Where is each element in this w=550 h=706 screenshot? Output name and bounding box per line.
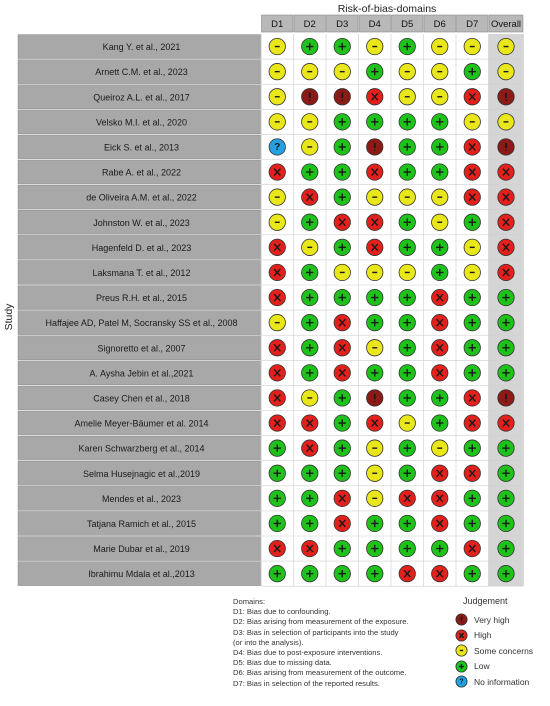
judgement-mark-d7 — [464, 239, 480, 255]
study-label: Haffajee AD, Patel M, Socransky SS et al., 2008 — [45, 318, 238, 329]
judgement-mark-d1 — [269, 38, 285, 54]
judgement-legend-title: Judgement — [463, 596, 508, 606]
judgement-mark-d4 — [367, 340, 383, 356]
judgement-mark-d1 — [269, 264, 285, 280]
judgement-mark-d2 — [302, 139, 318, 155]
study-label: Ibrahimu Mdala et al.,2013 — [88, 569, 195, 580]
judgement-mark-d7 — [464, 38, 480, 54]
judgement-mark-overall — [498, 465, 514, 481]
judgement-mark-overall — [498, 63, 514, 79]
judgement-legend — [455, 596, 550, 690]
judgement-mark-d4 — [367, 164, 383, 180]
judgement-mark-d1 — [269, 465, 285, 481]
judgement-mark-d6 — [432, 289, 448, 305]
study-label: Mendes et al., 2023 — [101, 493, 182, 504]
judgement-mark-d2 — [302, 89, 318, 105]
judgement-mark-overall — [498, 314, 514, 330]
legend-label: Some concerns — [474, 645, 534, 656]
judgement-mark-overall — [498, 390, 514, 406]
judgement-mark-d2 — [302, 540, 318, 556]
judgement-mark-d1 — [269, 63, 285, 79]
judgement-mark-d5 — [399, 214, 415, 230]
study-label: Hagenfeld D. et al., 2023 — [91, 242, 192, 253]
judgement-mark-d1 — [269, 239, 285, 255]
judgement-mark-d6 — [432, 415, 448, 431]
judgement-mark-d7 — [464, 415, 480, 431]
judgement-mark-d3 — [334, 540, 350, 556]
judgement-mark-d6 — [432, 540, 448, 556]
judgement-mark-d4 — [367, 565, 383, 581]
judgement-mark-d3 — [334, 515, 350, 531]
judgement-mark-d5 — [399, 63, 415, 79]
judgement-mark-overall — [498, 89, 514, 105]
judgement-mark-d7 — [464, 264, 480, 280]
judgement-mark-d5 — [399, 314, 415, 330]
judgement-mark-d4 — [367, 239, 383, 255]
study-label: Casey Chen et al., 2018 — [93, 393, 190, 404]
judgement-mark-d1 — [269, 164, 285, 180]
judgement-mark-d2 — [302, 490, 318, 506]
column-header-d3: D3 — [336, 19, 349, 30]
chart-title: Risk-of-bias-domains — [337, 3, 437, 15]
judgement-mark-d1 — [269, 114, 285, 130]
judgement-mark-d2 — [302, 565, 318, 581]
judgement-mark-d4 — [367, 540, 383, 556]
study-label: Preus R.H. et al., 2015 — [95, 293, 188, 304]
y-axis-label: Study — [3, 303, 15, 331]
legend-label: No information — [474, 676, 530, 687]
judgement-mark-overall — [498, 38, 514, 54]
judgement-mark-d1 — [269, 540, 285, 556]
judgement-mark-d2 — [302, 390, 318, 406]
domains-legend — [233, 597, 448, 689]
judgement-mark-overall — [498, 214, 514, 230]
judgement-mark-d1 — [269, 289, 285, 305]
study-label: Signoretto et al., 2007 — [97, 343, 186, 354]
judgement-mark-d4 — [367, 214, 383, 230]
judgement-mark-overall — [498, 139, 514, 155]
judgement-mark-d1 — [269, 214, 285, 230]
study-label: Amelie Meyer-Bäumer et al. 2014 — [74, 418, 209, 429]
judgement-mark-d1 — [269, 390, 285, 406]
study-label: A. Aysha Jebin et al.,2021 — [89, 368, 194, 379]
study-label: Rabe A. et al., 2022 — [101, 167, 182, 178]
study-label: Karen Schwarzberg et al., 2014 — [78, 443, 205, 454]
judgement-mark-overall — [498, 365, 514, 381]
judgement-mark-d6 — [432, 390, 448, 406]
no-information-icon — [455, 675, 468, 688]
column-header-d1: D1 — [271, 19, 284, 30]
judgement-mark-d6 — [432, 565, 448, 581]
judgement-mark-d6 — [432, 465, 448, 481]
judgement-mark-d7 — [464, 440, 480, 456]
judgement-mark-d6 — [432, 440, 448, 456]
judgement-mark-d3 — [334, 139, 350, 155]
legend-label: Very high — [474, 614, 510, 625]
domain-d6-description: D6: Bias arising from measurement of the outcome. — [233, 668, 407, 678]
judgement-mark-d4 — [367, 289, 383, 305]
judgement-mark-overall — [498, 515, 514, 531]
judgement-mark-d1 — [269, 189, 285, 205]
judgement-mark-overall — [498, 565, 514, 581]
judgement-mark-d6 — [432, 515, 448, 531]
judgement-mark-overall — [498, 239, 514, 255]
judgement-mark-d3 — [334, 63, 350, 79]
some-concerns-icon — [455, 644, 468, 657]
judgement-mark-d6 — [432, 490, 448, 506]
judgement-mark-d2 — [302, 440, 318, 456]
judgement-mark-d4 — [367, 465, 383, 481]
column-header-overall: Overall — [490, 19, 522, 30]
legend-item-very-high — [455, 612, 550, 628]
judgement-mark-overall — [498, 340, 514, 356]
judgement-mark-d1 — [269, 515, 285, 531]
judgement-mark-d2 — [302, 239, 318, 255]
judgement-mark-d6 — [432, 365, 448, 381]
judgement-mark-overall — [498, 440, 514, 456]
judgement-mark-d6 — [432, 63, 448, 79]
domains-title: Domains: — [233, 597, 266, 606]
study-label: Tatjana Ramich et al., 2015 — [86, 518, 197, 529]
judgement-mark-d4 — [367, 415, 383, 431]
judgement-mark-d3 — [334, 114, 350, 130]
judgement-mark-d4 — [367, 189, 383, 205]
judgement-mark-d7 — [464, 565, 480, 581]
judgement-mark-d5 — [399, 239, 415, 255]
judgement-mark-d6 — [432, 38, 448, 54]
judgement-mark-d1 — [269, 340, 285, 356]
svg-text:?: ? — [274, 142, 281, 154]
judgement-mark-d7 — [464, 340, 480, 356]
judgement-mark-d5 — [399, 340, 415, 356]
judgement-mark-d2 — [302, 314, 318, 330]
judgement-mark-d1 — [269, 415, 285, 431]
low-icon — [455, 660, 468, 673]
judgement-mark-d2 — [302, 365, 318, 381]
judgement-mark-d2 — [302, 515, 318, 531]
legend-label: High — [474, 630, 492, 641]
judgement-mark-d2 — [302, 38, 318, 54]
judgement-mark-d7 — [464, 314, 480, 330]
judgement-mark-d5 — [399, 365, 415, 381]
judgement-mark-d3 — [334, 214, 350, 230]
judgement-mark-d3 — [334, 239, 350, 255]
column-header-d5: D5 — [401, 19, 414, 30]
judgement-mark-d2 — [302, 63, 318, 79]
domain-d4-description: D4: Bias due to post-exposure interventions. — [233, 648, 383, 658]
judgement-mark-d3 — [334, 465, 350, 481]
study-label: Arnett C.M. et al., 2023 — [95, 67, 188, 78]
legend-item-some-concerns — [455, 643, 550, 659]
judgement-mark-d3 — [334, 164, 350, 180]
column-header-d6: D6 — [433, 19, 446, 30]
judgement-mark-d5 — [399, 490, 415, 506]
judgement-mark-d3 — [334, 189, 350, 205]
study-label: Laksmana T. et al., 2012 — [92, 267, 191, 278]
judgement-mark-d7 — [464, 189, 480, 205]
judgement-mark-d7 — [464, 164, 480, 180]
judgement-mark-d5 — [399, 565, 415, 581]
judgement-mark-d2 — [302, 164, 318, 180]
judgement-mark-d3 — [334, 314, 350, 330]
judgement-mark-d6 — [432, 314, 448, 330]
judgement-mark-d3 — [334, 289, 350, 305]
study-label: Johnston W. et al., 2023 — [93, 217, 190, 228]
judgement-mark-d4 — [367, 89, 383, 105]
judgement-mark-d4 — [367, 139, 383, 155]
judgement-mark-d7 — [464, 365, 480, 381]
judgement-mark-d4 — [367, 365, 383, 381]
domain-d1-description: D1: Bias due to confounding. — [233, 607, 331, 617]
judgement-mark-d2 — [302, 189, 318, 205]
judgement-mark-d2 — [302, 214, 318, 230]
study-label: Marie Dubar et al., 2019 — [93, 544, 190, 555]
judgement-mark-d5 — [399, 515, 415, 531]
judgement-mark-d1 — [269, 314, 285, 330]
judgement-mark-overall — [498, 540, 514, 556]
legend-item-no-information — [455, 674, 550, 690]
judgement-mark-d7 — [464, 465, 480, 481]
judgement-mark-overall — [498, 164, 514, 180]
judgement-mark-d2 — [302, 340, 318, 356]
domain-d3-description-cont: (or into the analysis). — [233, 637, 304, 647]
judgement-mark-d7 — [464, 540, 480, 556]
judgement-mark-d5 — [399, 390, 415, 406]
judgement-mark-overall — [498, 189, 514, 205]
judgement-mark-d6 — [432, 189, 448, 205]
judgement-mark-d2 — [302, 415, 318, 431]
judgement-mark-d3 — [334, 89, 350, 105]
domain-d7-description: D7: Bias in selection of the reported results. — [233, 678, 380, 688]
judgement-mark-d4 — [367, 490, 383, 506]
judgement-mark-d5 — [399, 440, 415, 456]
domain-d2-description: D2: Bias arising from measurement of the exposure. — [233, 617, 409, 627]
judgement-mark-d2 — [302, 465, 318, 481]
judgement-mark-d6 — [432, 89, 448, 105]
judgement-mark-d7 — [464, 490, 480, 506]
column-header-d2: D2 — [303, 19, 316, 30]
judgement-mark-d7 — [464, 63, 480, 79]
judgement-mark-d7 — [464, 289, 480, 305]
judgement-mark-d3 — [334, 490, 350, 506]
judgement-mark-d3 — [334, 565, 350, 581]
judgement-mark-d1 — [269, 440, 285, 456]
study-label: Kang Y. et al., 2021 — [102, 42, 181, 53]
judgement-mark-d7 — [464, 114, 480, 130]
study-label: Queiroz A.L. et al., 2017 — [93, 92, 190, 103]
judgement-mark-d3 — [334, 340, 350, 356]
judgement-mark-d2 — [302, 264, 318, 280]
study-label: de Oliveira A.M. et al., 2022 — [86, 192, 197, 203]
judgement-mark-d1 — [269, 565, 285, 581]
judgement-mark-d4 — [367, 440, 383, 456]
judgement-mark-d5 — [399, 289, 415, 305]
svg-text:?: ? — [459, 678, 464, 686]
judgement-mark-d4 — [367, 515, 383, 531]
very-high-icon — [455, 613, 468, 626]
judgement-mark-d6 — [432, 214, 448, 230]
column-header-d4: D4 — [368, 19, 381, 30]
judgement-mark-d7 — [464, 139, 480, 155]
column-header-d7: D7 — [466, 19, 479, 30]
judgement-mark-d3 — [334, 440, 350, 456]
judgement-mark-d6 — [432, 164, 448, 180]
judgement-mark-d2 — [302, 289, 318, 305]
judgement-mark-d7 — [464, 214, 480, 230]
judgement-mark-d1 — [269, 89, 285, 105]
domain-d3-description: D3: Bias in selection of participants into the study — [233, 627, 399, 637]
judgement-mark-overall — [498, 114, 514, 130]
judgement-mark-d6 — [432, 239, 448, 255]
high-icon — [455, 629, 468, 642]
judgement-mark-d4 — [367, 63, 383, 79]
judgement-mark-d3 — [334, 390, 350, 406]
judgement-mark-d5 — [399, 38, 415, 54]
domain-d5-description: D5: Bias due to missing data. — [233, 658, 332, 668]
judgement-mark-d6 — [432, 264, 448, 280]
judgement-mark-d3 — [334, 415, 350, 431]
judgement-mark-d4 — [367, 314, 383, 330]
judgement-mark-d7 — [464, 89, 480, 105]
judgement-mark-d5 — [399, 415, 415, 431]
judgement-mark-d6 — [432, 340, 448, 356]
judgement-mark-overall — [498, 264, 514, 280]
judgement-mark-d3 — [334, 365, 350, 381]
study-label: Velsko M.I. et al., 2020 — [95, 117, 188, 128]
judgement-mark-overall — [498, 490, 514, 506]
judgement-mark-d3 — [334, 38, 350, 54]
legend-label: Low — [474, 661, 490, 672]
judgement-mark-d5 — [399, 164, 415, 180]
judgement-mark-d5 — [399, 89, 415, 105]
judgement-mark-d2 — [302, 114, 318, 130]
judgement-mark-d5 — [399, 540, 415, 556]
judgement-mark-d4 — [367, 114, 383, 130]
judgement-mark-d4 — [367, 38, 383, 54]
judgement-mark-d7 — [464, 390, 480, 406]
judgement-mark-d4 — [367, 390, 383, 406]
judgement-mark-d7 — [464, 515, 480, 531]
legend-item-high — [455, 628, 550, 644]
judgement-mark-d5 — [399, 465, 415, 481]
judgement-mark-d5 — [399, 264, 415, 280]
judgement-mark-d6 — [432, 139, 448, 155]
judgement-mark-d1 — [269, 490, 285, 506]
judgement-mark-d6 — [432, 114, 448, 130]
judgement-mark-d4 — [367, 264, 383, 280]
study-label: Selma Husejnagic et al.,2019 — [82, 468, 201, 479]
judgement-mark-d5 — [399, 139, 415, 155]
judgement-mark-d5 — [399, 189, 415, 205]
judgement-mark-d5 — [399, 114, 415, 130]
judgement-mark-d1 — [269, 365, 285, 381]
study-label: Eick S. et al., 2013 — [103, 142, 180, 153]
judgement-mark-d3 — [334, 264, 350, 280]
judgement-mark-d1 — [269, 139, 285, 155]
legend-item-low — [455, 659, 550, 675]
judgement-mark-overall — [498, 289, 514, 305]
judgement-mark-overall — [498, 415, 514, 431]
